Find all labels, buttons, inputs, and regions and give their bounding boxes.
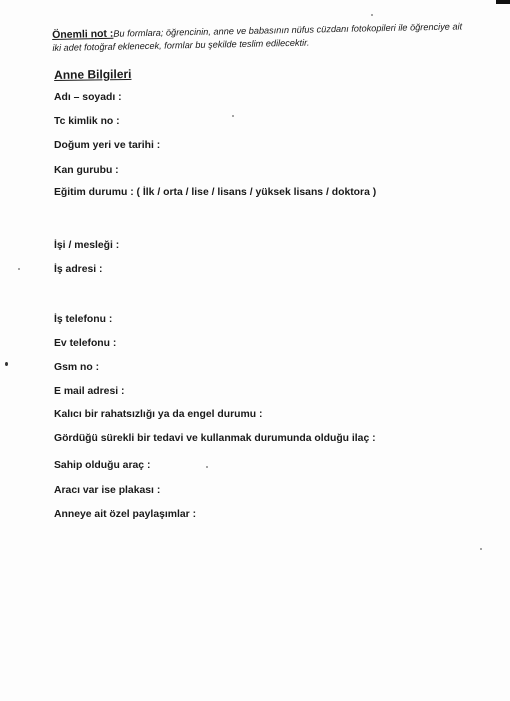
field-gsm-no: Gsm no : bbox=[54, 362, 100, 373]
scan-speck bbox=[232, 115, 234, 117]
scan-speck bbox=[5, 362, 8, 366]
important-note bbox=[52, 20, 472, 54]
field-special-notes: Anneye ait özel paylaşımlar : bbox=[54, 509, 197, 520]
field-disability: Kalıcı bir rahatsızlığı ya da engel durumu : bbox=[54, 409, 263, 420]
field-vehicle: Sahip olduğu araç : bbox=[54, 460, 151, 471]
field-name-surname: Adı – soyadı : bbox=[54, 92, 122, 103]
scan-speck bbox=[18, 268, 20, 270]
scan-corner-mark bbox=[496, 0, 510, 4]
field-email: E mail adresi : bbox=[54, 386, 125, 397]
field-home-phone: Ev telefonu : bbox=[54, 338, 117, 349]
field-education: Eğitim durumu : ( İlk / orta / lise / lisans / yüksek lisans / doktora ) bbox=[54, 187, 377, 198]
scan-speck bbox=[480, 548, 482, 550]
field-tc-id-no: Tc kimlik no : bbox=[54, 116, 120, 127]
field-occupation: İşi / mesleği : bbox=[54, 240, 120, 251]
field-work-phone: İş telefonu : bbox=[54, 314, 113, 325]
field-blood-type: Kan gurubu : bbox=[54, 165, 119, 176]
field-vehicle-plate: Aracı var ise plakası : bbox=[54, 485, 161, 496]
scan-speck bbox=[371, 14, 373, 16]
important-note-label: Önemli not : bbox=[52, 27, 114, 41]
field-work-address: İş adresi : bbox=[54, 264, 103, 275]
scan-speck bbox=[206, 466, 208, 468]
important-note-text: Bu formlara; öğrencinin, anne ve babasının nüfus cüzdanı fotokopileri ile öğrenciye ait iki adet fotoğraf eklenecek, formlar bu şekilde teslim edilecektir. bbox=[52, 21, 463, 53]
section-title-mother-info: Anne Bilgileri bbox=[54, 66, 132, 82]
field-treatment-medicine: Gördüğü sürekli bir tedavi ve kullanmak durumunda olduğu ilaç : bbox=[54, 433, 376, 444]
field-birthplace-date: Doğum yeri ve tarihi : bbox=[54, 140, 161, 151]
